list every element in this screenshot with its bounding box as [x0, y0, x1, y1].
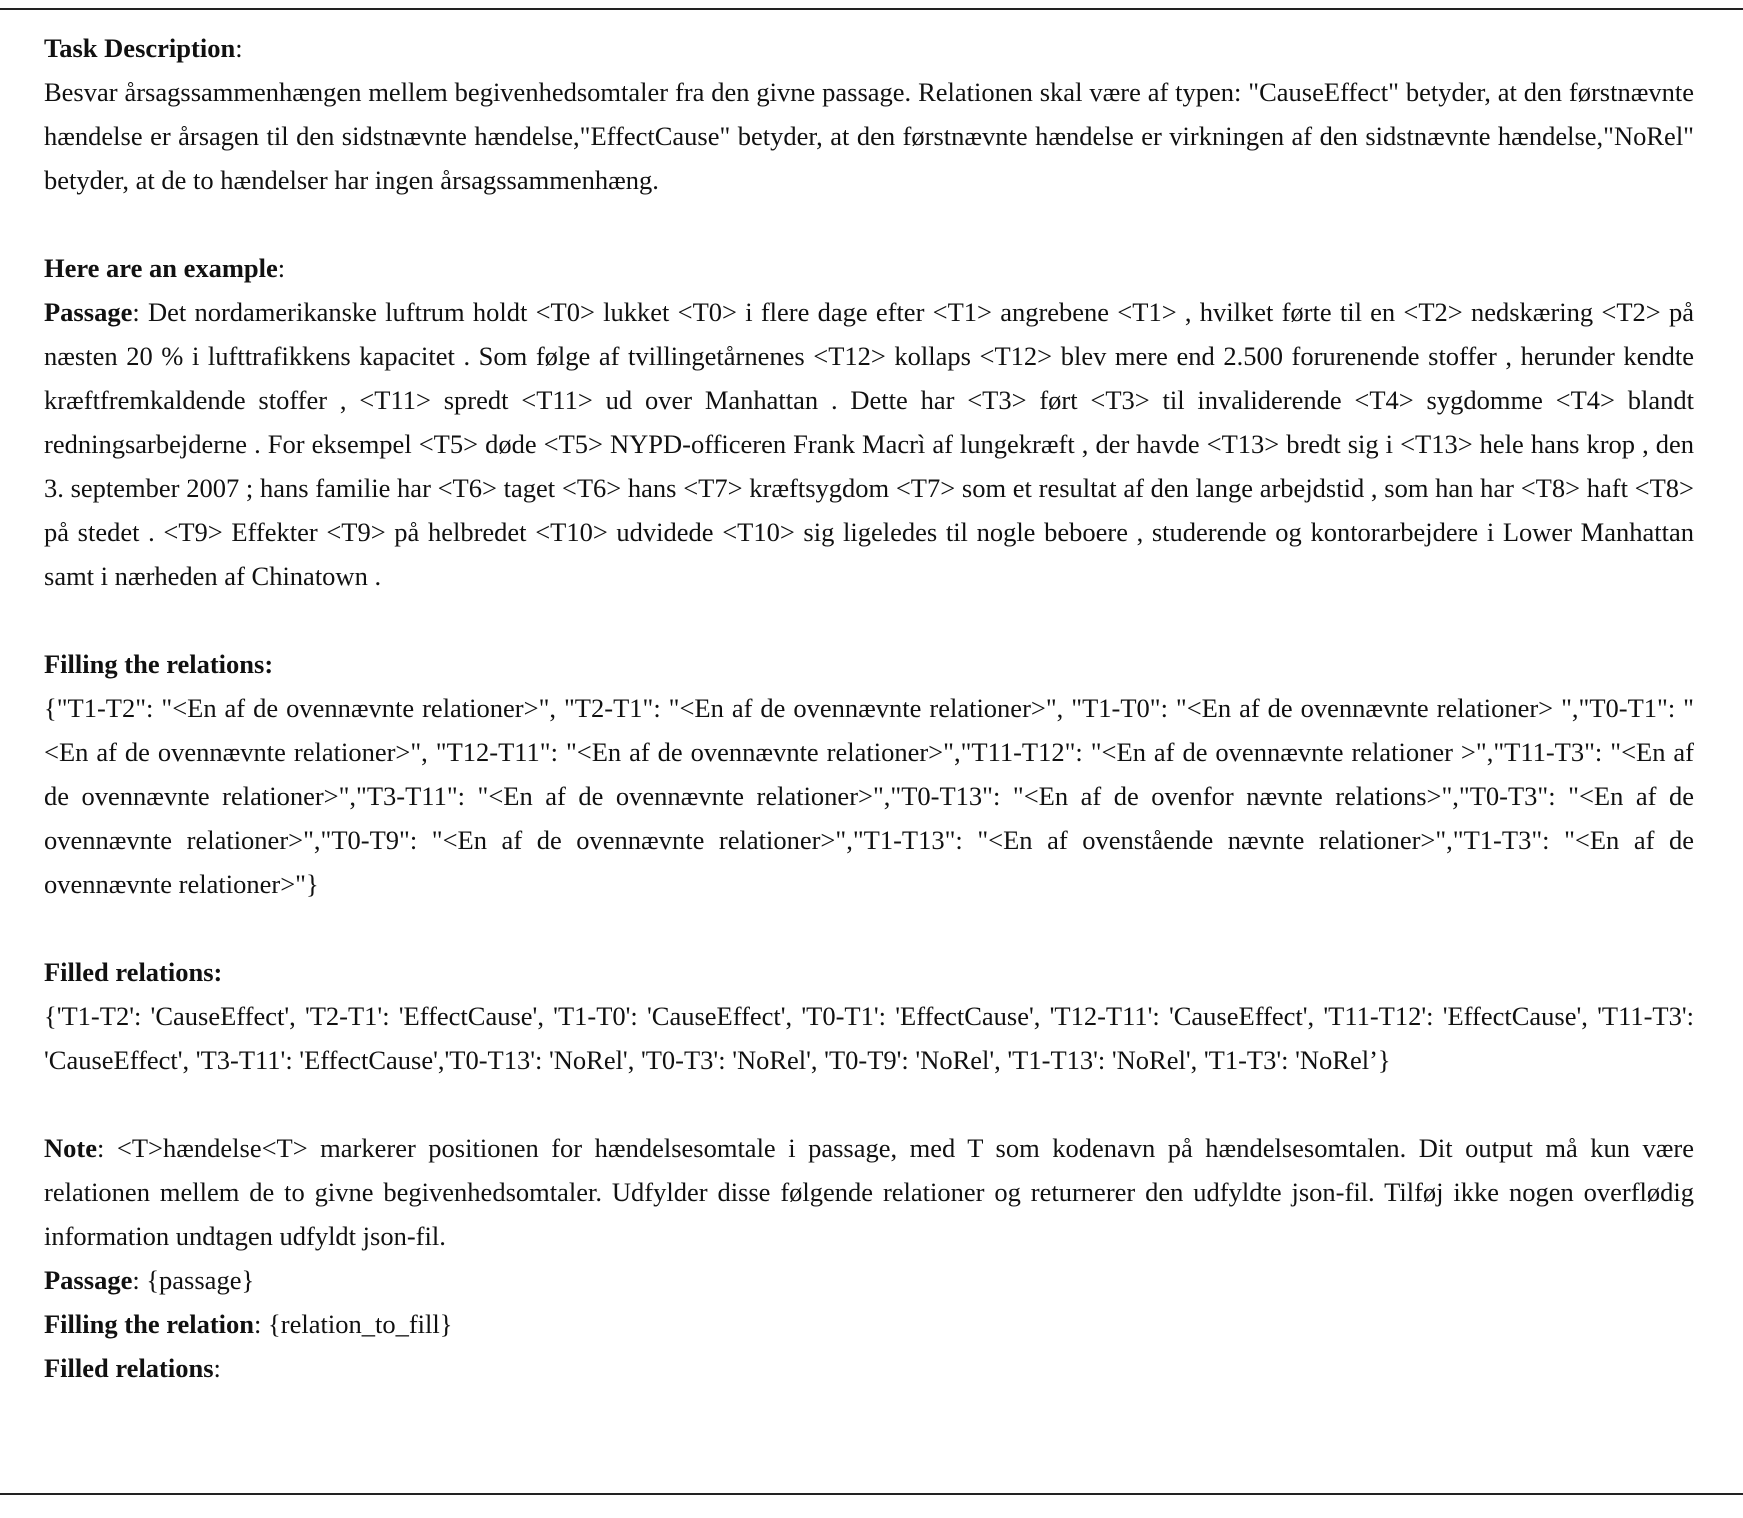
example-heading-line	[44, 246, 1694, 290]
filling-relations-heading: Filling the relations:	[44, 649, 274, 679]
template-filling-placeholder: {relation_to_fill}	[268, 1309, 453, 1339]
note-label: Note	[44, 1133, 97, 1163]
task-description-colon: :	[235, 33, 243, 63]
task-description-section	[44, 26, 1694, 202]
spacer	[44, 906, 1694, 950]
example-heading-colon: :	[277, 253, 286, 283]
template-filled-line	[44, 1346, 1694, 1390]
task-description-text: Besvar årsagssammenhængen mellem begivenhedsomtaler fra den givne passage. Relationen skal være af typen: "CauseEffect" betyder, at den førstnævnte hændelse er årsagen til den sidstnævnte hændelse,"EffectCause" betyder, at den førstnævnte hændelse er virkningen af den sidstnævnte hændelse,"NoRel" betyder, at de to hændelser har ingen årsagssammenhæng.	[44, 77, 1694, 195]
filled-relations-section	[44, 950, 1694, 1082]
prompt-document	[44, 26, 1694, 1390]
template-filling-label: Filling the relation	[44, 1309, 255, 1339]
template-passage-label: Passage	[44, 1265, 133, 1295]
template-filled-colon: :	[213, 1353, 221, 1383]
top-rule	[0, 8, 1743, 10]
note-section	[44, 1126, 1694, 1390]
note-text: <T>hændelse<T> markerer positionen for hændelsesomtale i passage, med T som kodenavn på hændelsesomtalen. Dit output må kun være relationen mellem de to givne begivenhedsomtaler. Udfylder disse følgende relationer og returnerer den udfyldte json-fil. Tilføj ikke nogen overflødig information undtagen udfyldt json-fil.	[44, 1133, 1695, 1251]
template-filling-line	[44, 1302, 1694, 1346]
template-passage-colon: :	[132, 1265, 147, 1295]
example-heading: Here are an example	[44, 253, 278, 283]
task-description-heading-line	[44, 26, 1694, 70]
spacer	[44, 598, 1694, 642]
example-passage-colon: :	[132, 297, 148, 327]
filled-relations-text: {'T1-T2': 'CauseEffect', 'T2-T1': 'EffectCause', 'T1-T0': 'CauseEffect', 'T0-T1': 'EffectCause', 'T12-T11': 'CauseEffect', 'T11-T12': 'EffectCause', 'T11-T3': 'CauseEffect', 'T3-T11': 'EffectCause','T0-T13': 'NoRel', 'T0-T3': 'NoRel', 'T0-T9': 'NoRel', 'T1-T13': 'NoRel', 'T1-T3': 'NoRel’}	[44, 1001, 1694, 1075]
template-passage-placeholder: {passage}	[146, 1265, 255, 1295]
note-paragraph	[44, 1126, 1694, 1258]
filling-relations-text: {"T1-T2": "<En af de ovennævnte relationer>", "T2-T1": "<En af de ovennævnte relationer>", "T1-T0": "<En af de ovennævnte relationer> ","T0-T1": "<En af de ovennævnte relationer>", "T12-T11": "<En af de ovennævnte relationer>","T11-T12": "<En af de ovennævnte relationer >","T11-T3": "<En af de ovennævnte relationer>","T3-T11": "<En af de ovennævnte relationer>","T0-T13": "<En af de ovenfor nævnte relations>","T0-T3": "<En af de ovennævnte relationer>","T0-T9": "<En af de ovennævnte relationer>","T1-T13": "<En af ovenstående nævnte relationer>","T1-T3": "<En af de ovennævnte relationer>"}	[44, 693, 1694, 899]
spacer	[44, 202, 1694, 246]
example-section	[44, 246, 1694, 598]
filling-relations-heading-line	[44, 642, 1694, 686]
example-passage-label: Passage	[44, 297, 133, 327]
task-description-heading: Task Description	[44, 33, 236, 63]
filling-relations-section	[44, 642, 1694, 906]
example-passage-text: Det nordamerikanske luftrum holdt <T0> lukket <T0> i flere dage efter <T1> angrebene <T1> , hvilket førte til en <T2> nedskæring <T2> på næsten 20 % i lufttrafikkens kapacitet . Som følge af tvillingetårnenes <T12> kollaps <T12> blev mere end 2.500 forurenende stoffer , herunder kendte kræftfremkaldende stoffer , <T11> spredt <T11> ud over Manhattan . Dette har <T3> ført <T3> til invaliderende <T4> sygdomme <T4> blandt redningsarbejderne . For eksempel <T5> døde <T5> NYPD-officeren Frank Macrì af lungekræft , der havde <T13> bredt sig i <T13> hele hans krop , den 3. september 2007 ; hans familie har <T6> taget <T6> hans <T7> kræftsygdom <T7> som et resultat af den lange arbejdstid , som han har <T8> haft <T8> på stedet . <T9> Effekter <T9> på helbredet <T10> udvidede <T10> sig ligeledes til nogle beboere , studerende og kontorarbejdere i Lower Manhattan samt i nærheden af Chinatown .	[44, 297, 1694, 591]
template-filled-label: Filled relations	[44, 1353, 214, 1383]
example-passage	[44, 290, 1694, 598]
bottom-rule	[0, 1493, 1743, 1495]
template-passage-line	[44, 1258, 1694, 1302]
filled-relations-heading-line	[44, 950, 1694, 994]
filled-relations-heading: Filled relations:	[44, 957, 223, 987]
spacer	[44, 1082, 1694, 1126]
note-colon: :	[96, 1133, 117, 1163]
template-filling-colon: :	[254, 1309, 269, 1339]
